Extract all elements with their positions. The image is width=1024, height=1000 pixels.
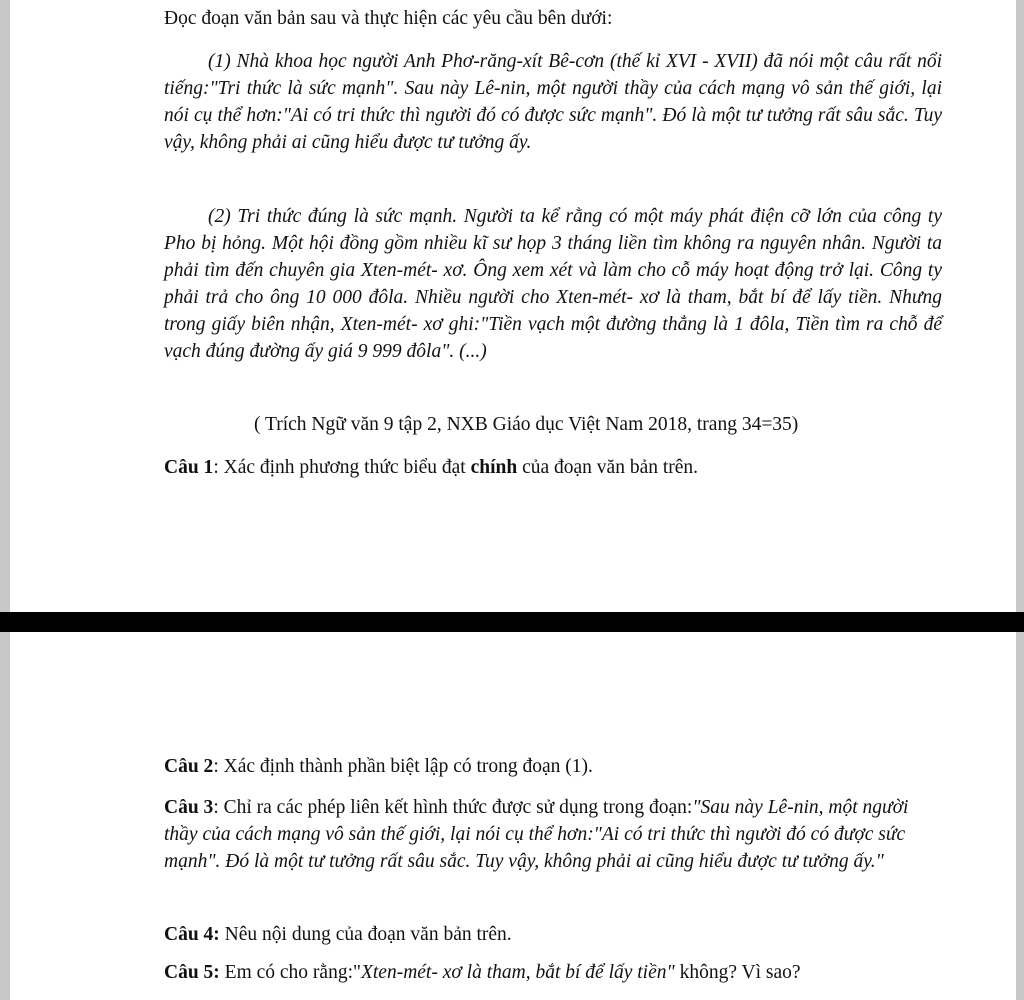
question-1-text-after: của đoạn văn bản trên. — [517, 457, 699, 478]
question-4-text: Nêu nội dung của đoạn văn bản trên. — [219, 924, 512, 945]
question-5 — [164, 959, 942, 986]
question-5-quote: Xten-mét- xơ là tham, bắt bí để lấy tiền" — [360, 962, 675, 983]
page-gutter-left — [0, 0, 10, 612]
question-5-text-before: Em có cho rằng:" — [219, 962, 361, 983]
question-3-quote: "Sau này Lê-nin, một người thầy của cách mạng vô sản thế giới, lại nói cụ thể hơn:"Ai có tri thức thì người đó có được sức mạnh". Đó là một tư tưởng rất sâu sắc. Tuy vậy, không phải ai cũng hiểu được tư tưởng ấy." — [164, 797, 909, 872]
question-3 — [164, 794, 942, 875]
question-2 — [164, 753, 942, 780]
question-1 — [164, 454, 942, 481]
question-1-label: Câu 1 — [164, 457, 214, 478]
question-3-text: : Chỉ ra các phép liên kết hình thức được sử dụng trong đoạn: — [213, 797, 693, 818]
source-citation: ( Trích Ngữ văn 9 tập 2, NXB Giáo dục Việt Nam 2018, trang 34=35) — [254, 414, 799, 435]
question-3-label: Câu 3 — [164, 797, 214, 818]
page-gutter-right — [1016, 0, 1024, 612]
question-4-label: Câu 4: — [164, 924, 220, 945]
question-1-emphasis: chính — [470, 457, 518, 478]
passage-paragraph-2: (2) Tri thức đúng là sức mạnh. Người ta kể rằng có một máy phát điện cỡ lớn của công ty Pho bị hỏng. Một hội đồng gồm nhiều kĩ sư họp 3 tháng liền tìm không ra nguyên nhân. Người ta phải tìm đến chuyên gia Xten-mét- xơ. Ông xem xét và làm cho cỗ máy hoạt động trở lại. Công ty phải trả cho ông 10 000 đôla. Nhiều người cho Xten-mét- xơ là tham, bắt bí để lấy tiền. Nhưng trong giấy biên nhận, Xten-mét- xơ ghi:"Tiền vạch một đường thẳng là 1 đôla, Tiền tìm ra chỗ để vạch đúng đường ấy giá 9 999 đôla". (...) — [164, 206, 942, 362]
question-5-label: Câu 5: — [164, 962, 220, 983]
question-4 — [164, 921, 942, 948]
question-2-label: Câu 2 — [164, 756, 214, 777]
passage-paragraph-1: (1) Nhà khoa học người Anh Phơ-răng-xít Bê-cơn (thế kỉ XVI - XVII) đã nói một câu rất nổi tiếng:"Tri thức là sức mạnh". Sau này Lê-nin, một người thầy của cách mạng vô sản thế giới, lại nói cụ thể hơn:"Ai có tri thức thì người đó có được sức mạnh". Đó là một tư tưởng rất sâu sắc. Tuy vậy, không phải ai cũng hiểu được tư tưởng ấy. — [164, 51, 942, 153]
page-gutter-right-2 — [1016, 632, 1024, 1000]
instruction-text: Đọc đoạn văn bản sau và thực hiện các yêu cầu bên dưới: — [164, 8, 613, 29]
question-2-text: : Xác định thành phần biệt lập có trong đoạn (1). — [213, 756, 593, 777]
question-1-text-before: : Xác định phương thức biểu đạt — [213, 457, 471, 478]
page-gutter-left-2 — [0, 632, 10, 1000]
question-5-text-after: không? Vì sao? — [674, 962, 801, 983]
